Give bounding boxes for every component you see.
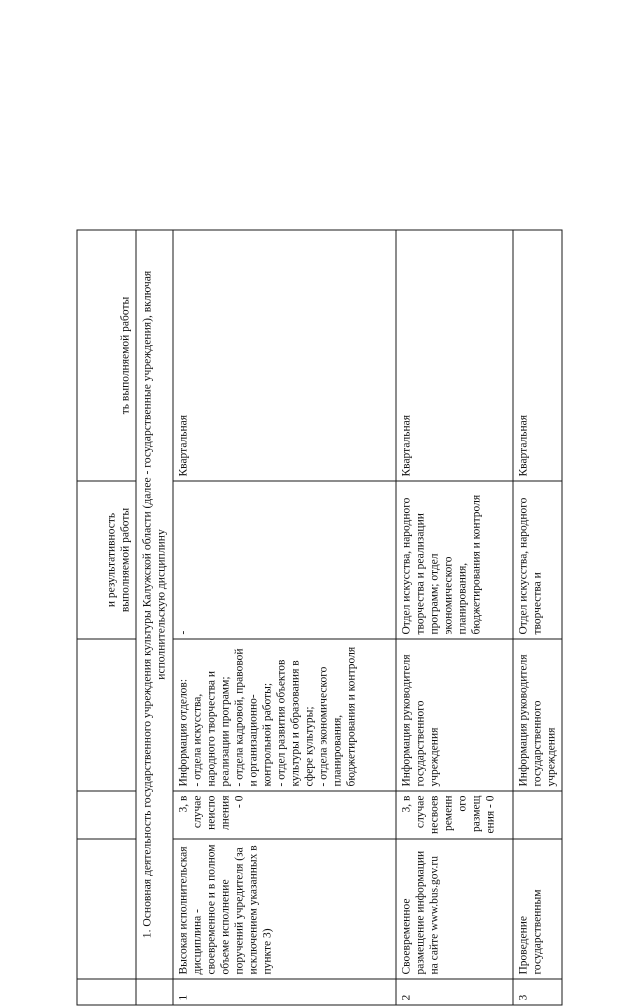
header-cell-result: и результативность выполняемой работы xyxy=(77,481,136,639)
section-row xyxy=(136,230,173,1005)
table-row xyxy=(173,230,396,1005)
row-source: Информация руководителя государственного учреждения xyxy=(513,639,562,791)
row-source: Информация отделов: - отдела искусства, народного творчества и реализации программ; - отдела кадровой, правовой и организационно-контрольной работы; - отдел развития объектов культуры и образования в сфере культуры; - отдела экономического планирования, бюджетирования и контроля xyxy=(173,639,396,791)
header-cell-num xyxy=(77,979,136,1005)
header-cell-criteria xyxy=(77,791,136,839)
row-period: Квартальная xyxy=(173,230,396,481)
header-cell-indicator xyxy=(77,839,136,979)
table-row xyxy=(396,230,513,1005)
row-source: Информация руководителя государственного учреждения xyxy=(396,639,513,791)
section-title: 1. Основная деятельность государственного учреждения культуры Калужской области (далее - государственные учреждения), включая исполнительскую дисциплину xyxy=(136,230,173,979)
row-criteria: 3, в случае несвоевременного размещения - 0 xyxy=(396,791,513,839)
row-number: 1 xyxy=(173,979,396,1005)
section-num-cell xyxy=(136,979,173,1005)
table-header-row xyxy=(77,230,136,1005)
header-cell-period: ть выполняемой работы xyxy=(77,230,136,481)
table-row xyxy=(513,230,562,1005)
row-responsible: - xyxy=(173,481,396,639)
row-number: 2 xyxy=(396,979,513,1005)
row-responsible: Отдел искусства, народного творчества и xyxy=(513,481,562,639)
row-indicator: Проведение государственным xyxy=(513,839,562,979)
row-indicator: Своевременное размещение информации на сайте www.bus.gov.ru xyxy=(396,839,513,979)
row-period: Квартальная xyxy=(396,230,513,481)
row-indicator: Высокая исполнительская дисциплина - своевременное и в полном объеме исполнение поручений учредителя (за исключением указанных в пункте 3) xyxy=(173,839,396,979)
row-responsible: Отдел искусства, народного творчества и реализации программ; отдел экономического планирования, бюджетирования и контроля xyxy=(396,481,513,639)
row-period: Квартальная xyxy=(513,230,562,481)
header-cell-source xyxy=(77,639,136,791)
row-criteria xyxy=(513,791,562,839)
rotated-document-sheet xyxy=(77,231,577,1006)
criteria-table xyxy=(77,230,563,1006)
row-criteria: 3, в случае неисполнения - 0 xyxy=(173,791,396,839)
row-number: 3 xyxy=(513,979,562,1005)
